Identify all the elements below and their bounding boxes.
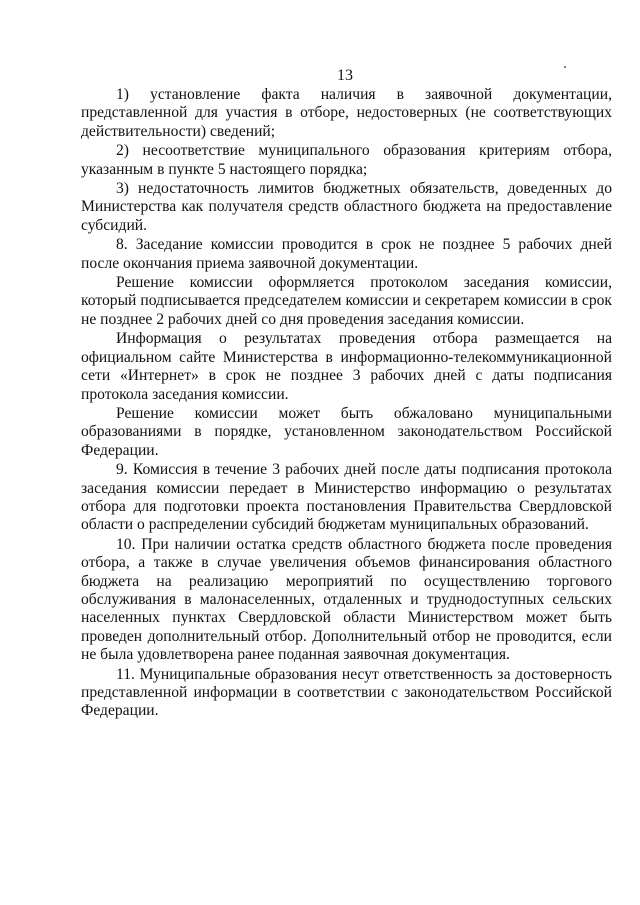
paragraph-commission-decision: Решение комиссии оформляется протоколом заседания комиссии, который подписывается председателем комиссии и секретарем комиссии в срок не позднее 2 рабочих дней со дня проведения заседания комиссии. (81, 274, 612, 328)
document-body (81, 86, 612, 721)
paragraph-rejection-reason-2: 2) несоответствие муниципального образования критериям отбора, указанным в пункте 5 настоящего порядка; (81, 142, 612, 178)
paragraph-rejection-reason-1: 1) установление факта наличия в заявочной документации, представленной для участия в отборе, недостоверных (не соответствующих действительности) сведений; (81, 86, 612, 140)
paragraph-item-11: 11. Муниципальные образования несут ответственность за достоверность представленной информации в соответствии с законодательством Российской Федерации. (81, 665, 612, 720)
paragraph-item-10: 10. При наличии остатка средств областного бюджета после проведения отбора, а также в случае увеличения объемов финансирования областного бюджета на реализацию мероприятий по осуществлению торгового обслуживания в малонаселенных, отдаленных и труднодоступных сельских населенных пунктах Свердловской области Министерством может быть проведен дополнительный отбор. Дополнительный отбор не проводится, если не была удовлетворена ранее поданная заявочная документация. (81, 535, 612, 664)
paragraph-results-publication: Информация о результатах проведения отбора размещается на официальном сайте Министерства в информационно-телекоммуникационной сети «Интернет» в срок не позднее 3 рабочих дней с даты подписания протокола заседания комиссии. (81, 330, 612, 403)
paragraph-rejection-reason-3: 3) недостаточность лимитов бюджетных обязательств, доведенных до Министерства как получателя средств областного бюджета на предоставление субсидий. (81, 180, 612, 234)
paragraph-item-9: 9. Комиссия в течение 3 рабочих дней после даты подписания протокола заседания комиссии передает в Министерство информацию о результатах отбора для подготовки проекта постановления Правительства Свердловской области о распределении субсидий бюджетам муниципальных образований. (81, 461, 612, 534)
paragraph-appeal: Решение комиссии может быть обжаловано муниципальными образованиями в порядке, установленном законодательством Российской Федерации. (81, 404, 612, 459)
paragraph-item-8: 8. Заседание комиссии проводится в срок не позднее 5 рабочих дней после окончания приема заявочной документации. (81, 236, 612, 272)
page-number: 13 (337, 67, 353, 84)
